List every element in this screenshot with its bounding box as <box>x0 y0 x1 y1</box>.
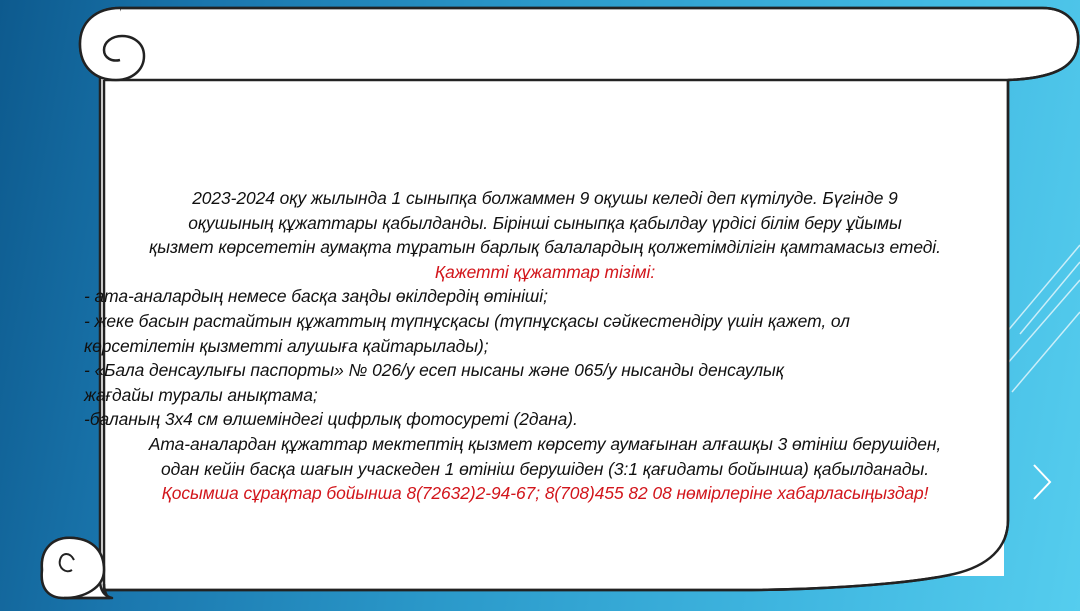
list-item-continued: көрсетілетін қызметті алушыға қайтарылады); <box>84 335 489 356</box>
intro-line: қызмет көрсететін аумақта тұратын барлық балалардың қолжетімділігін қамтамасыз етеді. <box>149 237 941 258</box>
contact-line: Қосымша сұрақтар бойынша 8(72632)2-94-67; 8(708)455 82 08 нөмірлеріне хабарласыңыздар! <box>161 483 929 504</box>
list-item: - жеке басын растайтын құжаттың түпнұсқасы (түпнұсқасы сәйкестендіру үшін қажет, ол <box>84 310 850 331</box>
list-item: - «Бала денсаулығы паспорты» № 026/у есеп нысаны және 065/у нысанды денсаулық <box>84 360 784 381</box>
closing-line: Ата-аналардан құжаттар мектептің қызмет көрсету аумағынан алғашқы 3 өтініш берушіден, <box>148 433 942 454</box>
closing-line: одан кейін басқа шағын учаскеден 1 өтініш берушіден (3:1 қағидаты бойынша) қабылданады. <box>160 458 930 479</box>
documents-heading: Қажетті құжаттар тізімі: <box>434 261 656 282</box>
list-item: - ата-аналардың немесе басқа заңды өкілдердің өтініші; <box>84 286 548 307</box>
list-item-continued: жағдайы туралы анықтама; <box>84 384 318 405</box>
list-item: -баланың 3х4 см өлшеміндегі цифрлық фотосуреті (2дана). <box>84 409 578 430</box>
intro-line: оқушының құжаттары қабылданды. Бірінші сыныпқа қабылдау үрдісі білім беру ұйымы <box>188 212 902 233</box>
intro-line: 2023-2024 оқу жылында 1 сыныпқа болжаммен 9 оқушы келеді деп күтілуде. Бүгінде 9 <box>192 188 898 208</box>
announcement-text <box>84 186 1006 506</box>
